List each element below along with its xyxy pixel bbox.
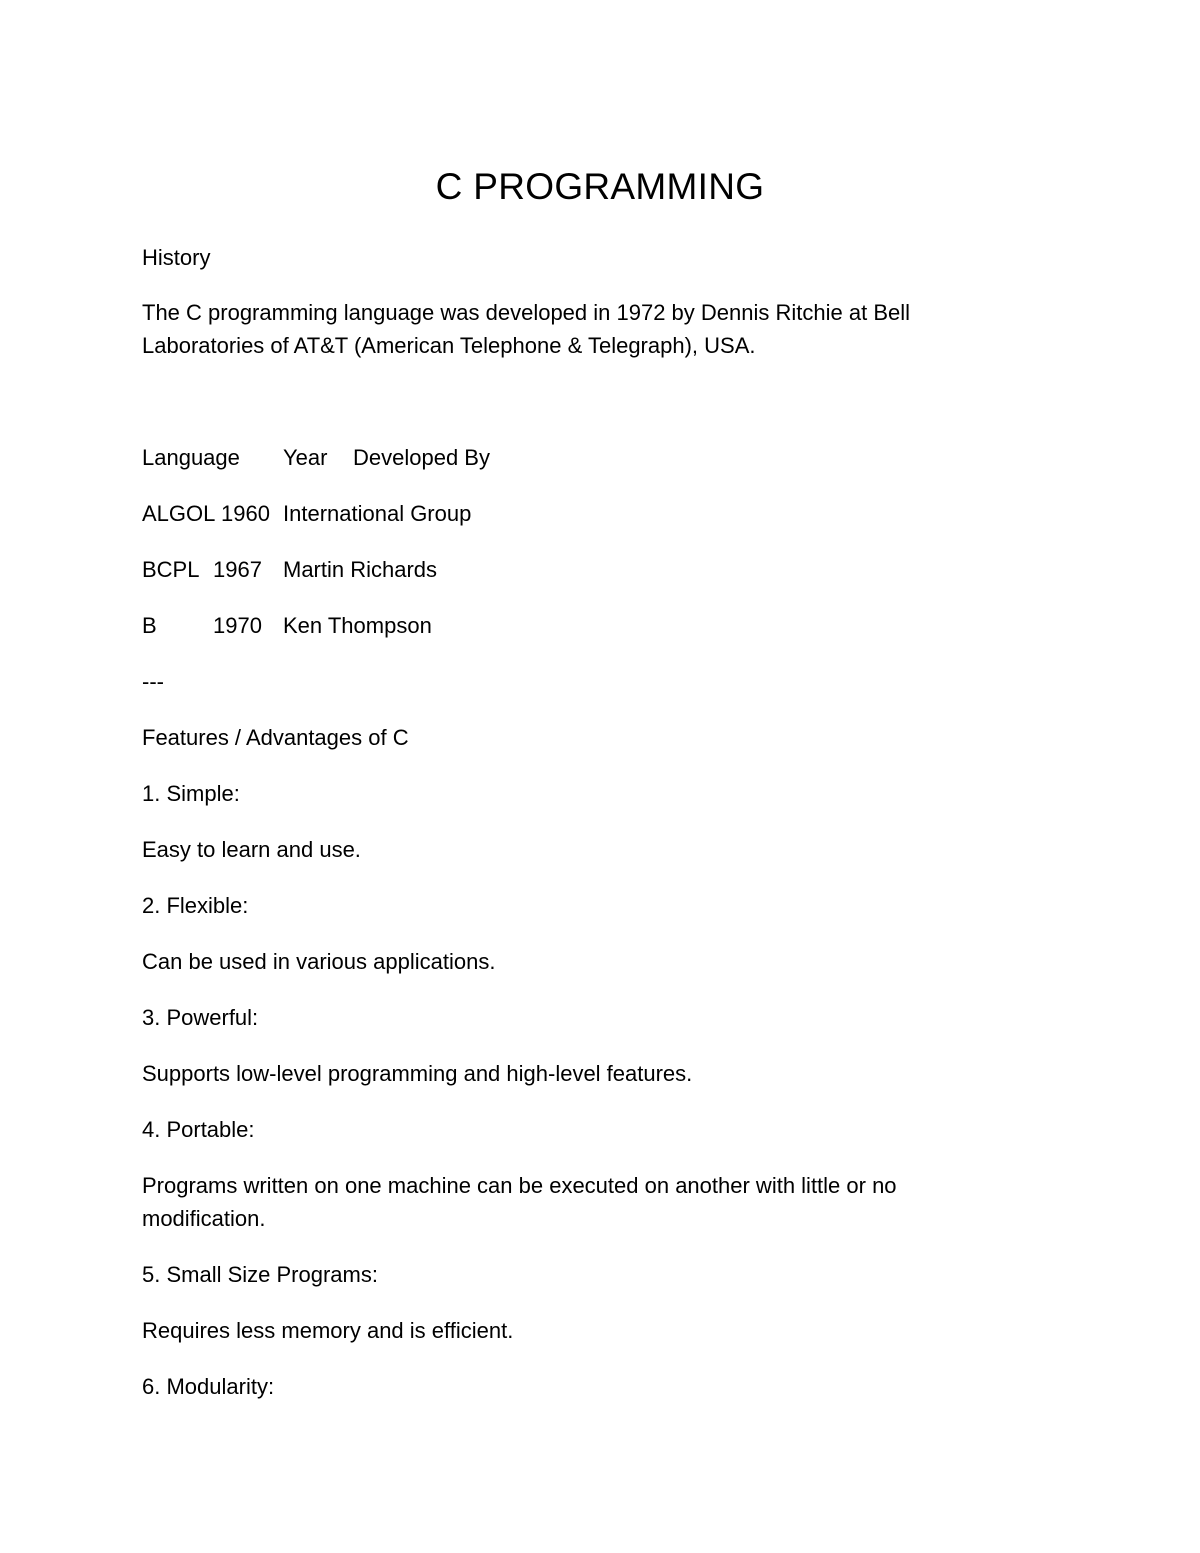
- history-text-line-2: Laboratories of AT&T (American Telephone & Telegraph), USA.: [142, 333, 756, 358]
- feature-label: 6. Modularity:: [142, 1374, 275, 1399]
- history-heading: History: [142, 245, 211, 270]
- features-heading: Features / Advantages of C: [142, 725, 409, 750]
- feature-label: 1. Simple:: [142, 781, 240, 806]
- table-cell-developer: Ken Thompson: [283, 613, 432, 638]
- table-cell-developer: Martin Richards: [283, 557, 438, 582]
- table-header-year: Year: [283, 445, 328, 470]
- table-cell-year: 1960: [221, 501, 270, 526]
- separator-text: ---: [142, 669, 164, 694]
- table-cell-year: 1970: [213, 613, 262, 638]
- feature-label: 5. Small Size Programs:: [142, 1262, 378, 1287]
- feature-label: 2. Flexible:: [142, 893, 249, 918]
- feature-description-line-1: Programs written on one machine can be executed on another with little or no: [142, 1173, 897, 1198]
- table-cell-year: 1967: [213, 557, 262, 582]
- document-title: C PROGRAMMING: [435, 166, 765, 207]
- table-cell-developer: International Group: [283, 501, 472, 526]
- feature-description: Easy to learn and use.: [142, 837, 361, 862]
- table-header-language: Language: [142, 445, 240, 470]
- history-text-line-1: The C programming language was developed in 1972 by Dennis Ritchie at Bell: [142, 300, 911, 325]
- table-cell-language: ALGOL: [142, 501, 216, 526]
- table-cell-language: BCPL: [142, 557, 200, 582]
- feature-label: 3. Powerful:: [142, 1005, 259, 1030]
- feature-description: Can be used in various applications.: [142, 949, 496, 974]
- feature-description-line-2: modification.: [142, 1206, 266, 1231]
- feature-label: 4. Portable:: [142, 1117, 255, 1142]
- table-header-developed-by: Developed By: [353, 445, 490, 470]
- feature-description: Supports low-level programming and high-level features.: [142, 1061, 693, 1086]
- table-cell-language: B: [142, 613, 157, 638]
- feature-description: Requires less memory and is efficient.: [142, 1318, 514, 1343]
